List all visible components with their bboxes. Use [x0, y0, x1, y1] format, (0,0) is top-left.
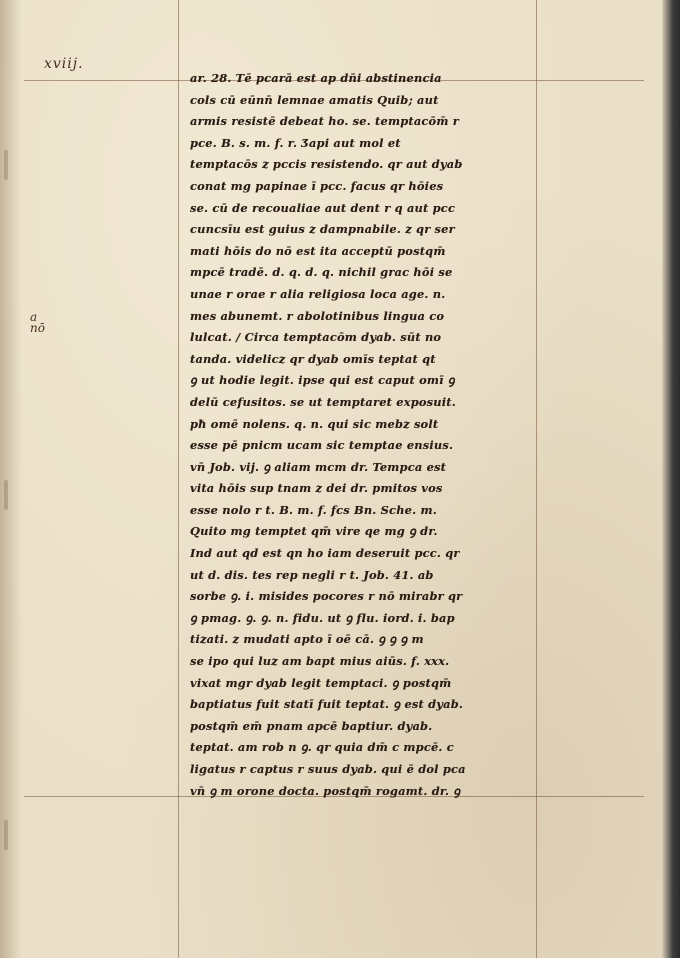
- text-line: sorbe ꝯ. i. misides pocores r nō mirabr qr: [190, 589, 463, 604]
- text-line: esse pē pnicm ucam sic temptae ensius.: [190, 438, 454, 453]
- text-line: ꝯ ut hodie legit. ipse qui est caput omī ꝯ: [190, 373, 455, 388]
- text-line: conat mg papinae ī pcc. facus qr hōies: [190, 178, 444, 193]
- text-line: ligatus r captus r suus dyab. qui ē dol pca: [190, 762, 466, 776]
- text-line: cuncsīu est guius z dampnabile. z qr ser: [190, 222, 455, 237]
- text-line: tanda. videlicz qr dyab omīs teptat qt: [190, 351, 436, 366]
- text-line: armis resistē debeat ho. se. temptacōm̄ r: [190, 114, 459, 129]
- text-line: Quito mg temptet qm̄ vire qe mg ꝯ dr.: [190, 524, 438, 539]
- text-line: postqm̄ em̄ pnam apcē baptiur. dyab.: [190, 718, 433, 733]
- text-line: mati hōis do nō est ita acceptū postqm̄: [190, 243, 446, 258]
- text-line: mes abunemt. r abolotinibus lingua co: [190, 308, 445, 323]
- gutter-shadow: [0, 0, 22, 958]
- text-line: vixat mgr dyab legit temptaci. ꝯ postqm̄: [190, 675, 452, 690]
- binding-mark: [4, 820, 8, 850]
- text-line: cols cū eūnn̄ lemnae amatis Quib; aut: [190, 92, 439, 107]
- text-line: ut d. dis. tes rep negli r t. Job. 41. ab: [190, 567, 434, 582]
- text-column: [190, 68, 530, 802]
- margin-note-line: nō: [30, 321, 45, 335]
- text-line: se ipo qui luz am bapt mius aiūs. f. xxx.: [190, 654, 450, 669]
- text-line: lulcat. / Circa temptacōm dyab. sūt no: [190, 330, 442, 345]
- text-line: tizati. z mudati apto ī oē cā. ꝯ ꝯ ꝯ m: [190, 632, 424, 647]
- text-line: vn̄ Job. vij. ꝯ aliam mcm dr. Tempca est: [190, 459, 447, 474]
- text-line: teptat. am rob n ꝯ. qr quia dm̄ c mpcē. c: [190, 740, 454, 755]
- text-line: mpcē tradē. d. q. d. q. nichil grac hōi se: [190, 265, 453, 280]
- ruling-line: [178, 0, 179, 958]
- page-edge: [662, 0, 680, 958]
- ruling-line: [536, 0, 537, 958]
- text-line: pce. B. s. m. f. r. Ʒapi aut mol et: [190, 135, 401, 150]
- folio-number: xviij.: [44, 56, 84, 72]
- text-line: pħ omē nolens. q. n. qui sic mebz solt: [190, 416, 439, 431]
- margin-note: [30, 312, 45, 334]
- text-line: ar. 28. Tē pcarā est ap dn̄i abstinencia: [190, 71, 442, 85]
- text-line: ꝯ pmag. ꝯ. ꝯ. n. fidu. ut ꝯ flu. iord. i. bap: [190, 610, 455, 625]
- text-line: unae r orae r alia religiosa loca age. n.: [190, 286, 446, 301]
- binding-mark: [4, 480, 8, 510]
- binding-mark: [4, 150, 8, 180]
- margin-note-line: a: [30, 310, 38, 324]
- text-line: temptacōs z pccis resistendo. qr aut dyab: [190, 157, 463, 172]
- text-line: Ind aut qd est qn ho iam deseruit pcc. qr: [190, 546, 460, 561]
- text-line: vita hōis sup tnam z dei dr. pmitos vos: [190, 481, 443, 496]
- text-line: baptiatus fuit statī fuit teptat. ꝯ est dyab.: [190, 697, 464, 712]
- text-line: se. cū de recoualiae aut dent r q aut pcc: [190, 200, 456, 215]
- text-line: vn̄ ꝯ m orone docta. postqm̄ rogamt. dr. ꝯ: [190, 783, 461, 798]
- text-line: delū cefusitos. se ut temptaret exposuit.: [190, 394, 456, 409]
- text-line: esse nolo r t. B. m. f. fcs Bn. Sche. m.: [190, 502, 437, 517]
